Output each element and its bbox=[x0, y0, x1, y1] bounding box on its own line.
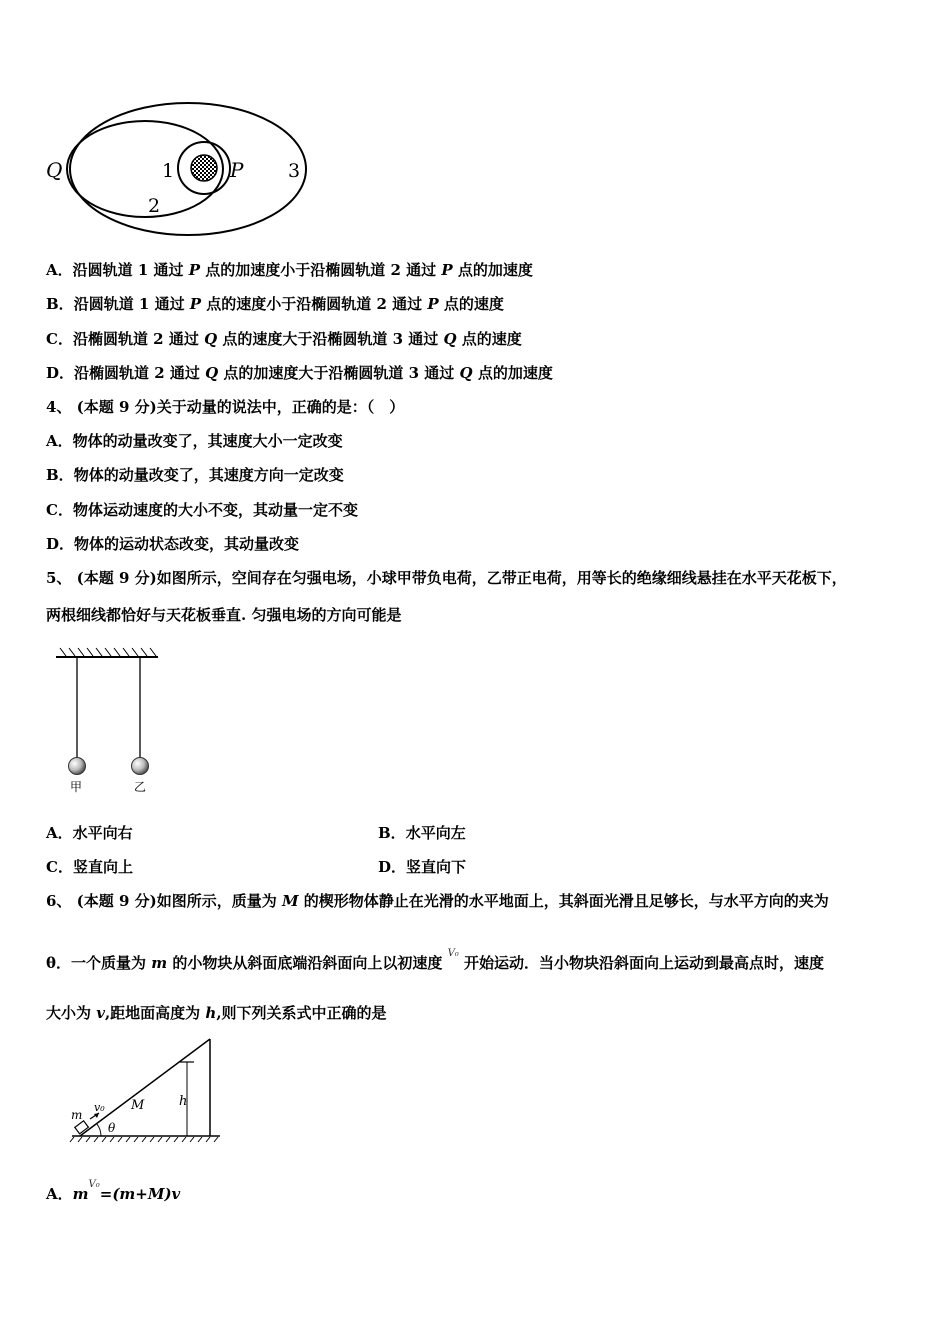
q5-option-c: C．竖直向上 bbox=[46, 858, 133, 876]
q5-option-b: B．水平向左 bbox=[378, 824, 466, 842]
label-m: m bbox=[71, 1108, 83, 1122]
label-q: Q bbox=[46, 158, 63, 182]
wedge-slope bbox=[80, 1039, 210, 1136]
label-theta: θ bbox=[108, 1121, 116, 1135]
orbit-diagram bbox=[0, 0, 950, 250]
q6-stem-line1: 6、 (本题 9 分)如图所示，质量为 M 的楔形物体静止在光滑的水平地面上，其斜面光滑且足够长，与水平方向的夹为 bbox=[46, 892, 829, 910]
label-v0: v₀ bbox=[94, 1101, 105, 1114]
q3-option-b: B．沿圆轨道 1 通过 P 点的速度小于沿椭圆轨道 2 通过 P 点的速度 bbox=[46, 295, 504, 313]
q4-option-a: A．物体的动量改变了，其速度大小一定改变 bbox=[46, 432, 343, 450]
q3-option-c: C．沿椭圆轨道 2 通过 Q 点的速度大于沿椭圆轨道 3 通过 Q 点的速度 bbox=[46, 330, 522, 348]
label-jia: 甲 bbox=[70, 780, 83, 794]
label-big-m: M bbox=[131, 1098, 145, 1113]
label-yi: 乙 bbox=[134, 780, 147, 794]
q5-stem-line1: 5、 (本题 9 分)如图所示，空间存在匀强电场，小球甲带负电荷，乙带正电荷，用等长的绝缘细线悬挂在水平天花板下， bbox=[46, 569, 847, 587]
label-3: 3 bbox=[288, 160, 301, 182]
pendulum-diagram bbox=[0, 645, 950, 795]
q4-option-c: C．物体运动速度的大小不变，其动量一定不变 bbox=[46, 501, 358, 519]
q5-stem-line2: 两根细线都恰好与天花板垂直. 匀强电场的方向可能是 bbox=[46, 606, 402, 624]
ball-jia bbox=[69, 758, 86, 775]
q5-option-a: A．水平向右 bbox=[46, 824, 133, 842]
wedge-diagram bbox=[0, 1035, 950, 1155]
q6-option-a: A．$m^{V_0}=(m+M)v$ bbox=[46, 1179, 181, 1203]
ball-yi bbox=[132, 758, 149, 775]
label-p: P bbox=[230, 158, 244, 182]
orbit-3 bbox=[70, 103, 306, 235]
label-1: 1 bbox=[162, 160, 175, 182]
planet bbox=[191, 155, 217, 181]
q3-option-d: D．沿椭圆轨道 2 通过 Q 点的加速度大于沿椭圆轨道 3 通过 Q 点的加速度 bbox=[46, 364, 553, 382]
q4-option-b: B．物体的动量改变了，其速度方向一定改变 bbox=[46, 466, 344, 484]
label-h: h bbox=[179, 1094, 188, 1109]
label-2: 2 bbox=[148, 195, 161, 217]
q5-option-d: D．竖直向下 bbox=[378, 858, 467, 876]
q6-stem-line2: θ．一个质量为 m 的小物块从斜面底端沿斜面向上以初速度 $^{V_0}$ 开始运动．当小物块沿斜面向上运动到最高点时，速度 bbox=[46, 948, 825, 972]
q6-stem-line3: 大小为 v,距地面高度为 h,则下列关系式中正确的是 bbox=[46, 1004, 387, 1022]
q3-option-a: A．沿圆轨道 1 通过 P 点的加速度小于沿椭圆轨道 2 通过 P 点的加速度 bbox=[46, 261, 533, 279]
q4-option-d: D．物体的运动状态改变，其动量改变 bbox=[46, 535, 300, 553]
q4-stem: 4、 (本题 9 分)关于动量的说法中，正确的是：（ ） bbox=[46, 398, 405, 416]
